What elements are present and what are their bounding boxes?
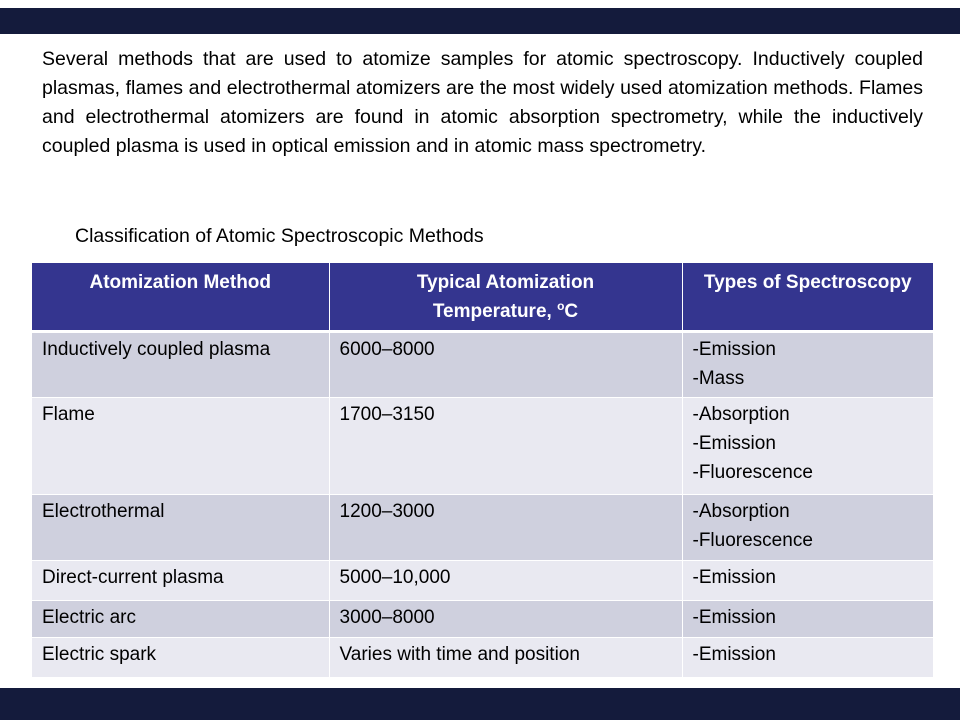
table-row (32, 332, 933, 398)
cell-temperature: 5000–10,000 (329, 561, 682, 601)
cell-types (682, 332, 933, 398)
bottom-frame-bar (0, 688, 960, 720)
header-temperature-degree: o (557, 299, 565, 313)
table-row (32, 561, 933, 601)
spectroscopy-type: -Emission (692, 433, 776, 454)
header-temperature-line1: Typical Atomization (416, 272, 595, 293)
cell-method: Electric arc (32, 601, 329, 638)
header-types-of-spectroscopy: Types of Spectroscopy (682, 263, 933, 332)
cell-method: Inductively coupled plasma (32, 332, 329, 398)
header-atomization-method: Atomization Method (32, 263, 329, 332)
spectroscopy-type: -Emission (692, 567, 776, 588)
spectroscopy-type: -Emission (692, 607, 776, 628)
top-frame-bar (0, 8, 960, 34)
cell-method: Direct-current plasma (32, 561, 329, 601)
header-temperature-line2 (338, 297, 674, 326)
table-row (32, 495, 933, 561)
intro-paragraph: Several methods that are used to atomize samples for atomic spectroscopy. Inductively coupled plasmas, flames and electrothermal atomizers are the most widely used atomization methods. Flames and electrothermal atomizers are found in atomic absorption spectrometry, while the inductively coupled plasma is used in optical emission and in atomic mass spectrometry. (42, 48, 923, 157)
cell-method: Electrothermal (32, 495, 329, 561)
spectroscopy-type: -Emission (692, 339, 776, 360)
spectroscopy-type: -Absorption (692, 404, 790, 425)
spectroscopy-type: -Fluorescence (692, 530, 813, 551)
header-temperature-text: Temperature, (432, 301, 558, 322)
header-temperature-unit: C (564, 301, 579, 322)
table-row (32, 601, 933, 638)
header-temperature (329, 263, 682, 332)
cell-types (682, 638, 933, 678)
table-row (32, 638, 933, 678)
spectroscopy-type: -Mass (692, 368, 745, 389)
table-header-row (32, 263, 933, 332)
cell-temperature: 1700–3150 (329, 398, 682, 495)
cell-method: Electric spark (32, 638, 329, 678)
cell-method: Flame (32, 398, 329, 495)
spectroscopy-type: -Emission (692, 644, 776, 665)
spectroscopy-type: -Fluorescence (692, 462, 813, 483)
cell-types (682, 601, 933, 638)
atomization-methods-table (32, 263, 933, 678)
cell-temperature: 3000–8000 (329, 601, 682, 638)
spectroscopy-type: -Absorption (692, 501, 790, 522)
table-row (32, 398, 933, 495)
cell-types (682, 561, 933, 601)
cell-types (682, 398, 933, 495)
table-caption: Classification of Atomic Spectroscopic Methods (75, 225, 484, 247)
cell-temperature: 1200–3000 (329, 495, 682, 561)
cell-temperature: Varies with time and position (329, 638, 682, 678)
cell-temperature: 6000–8000 (329, 332, 682, 398)
cell-types (682, 495, 933, 561)
